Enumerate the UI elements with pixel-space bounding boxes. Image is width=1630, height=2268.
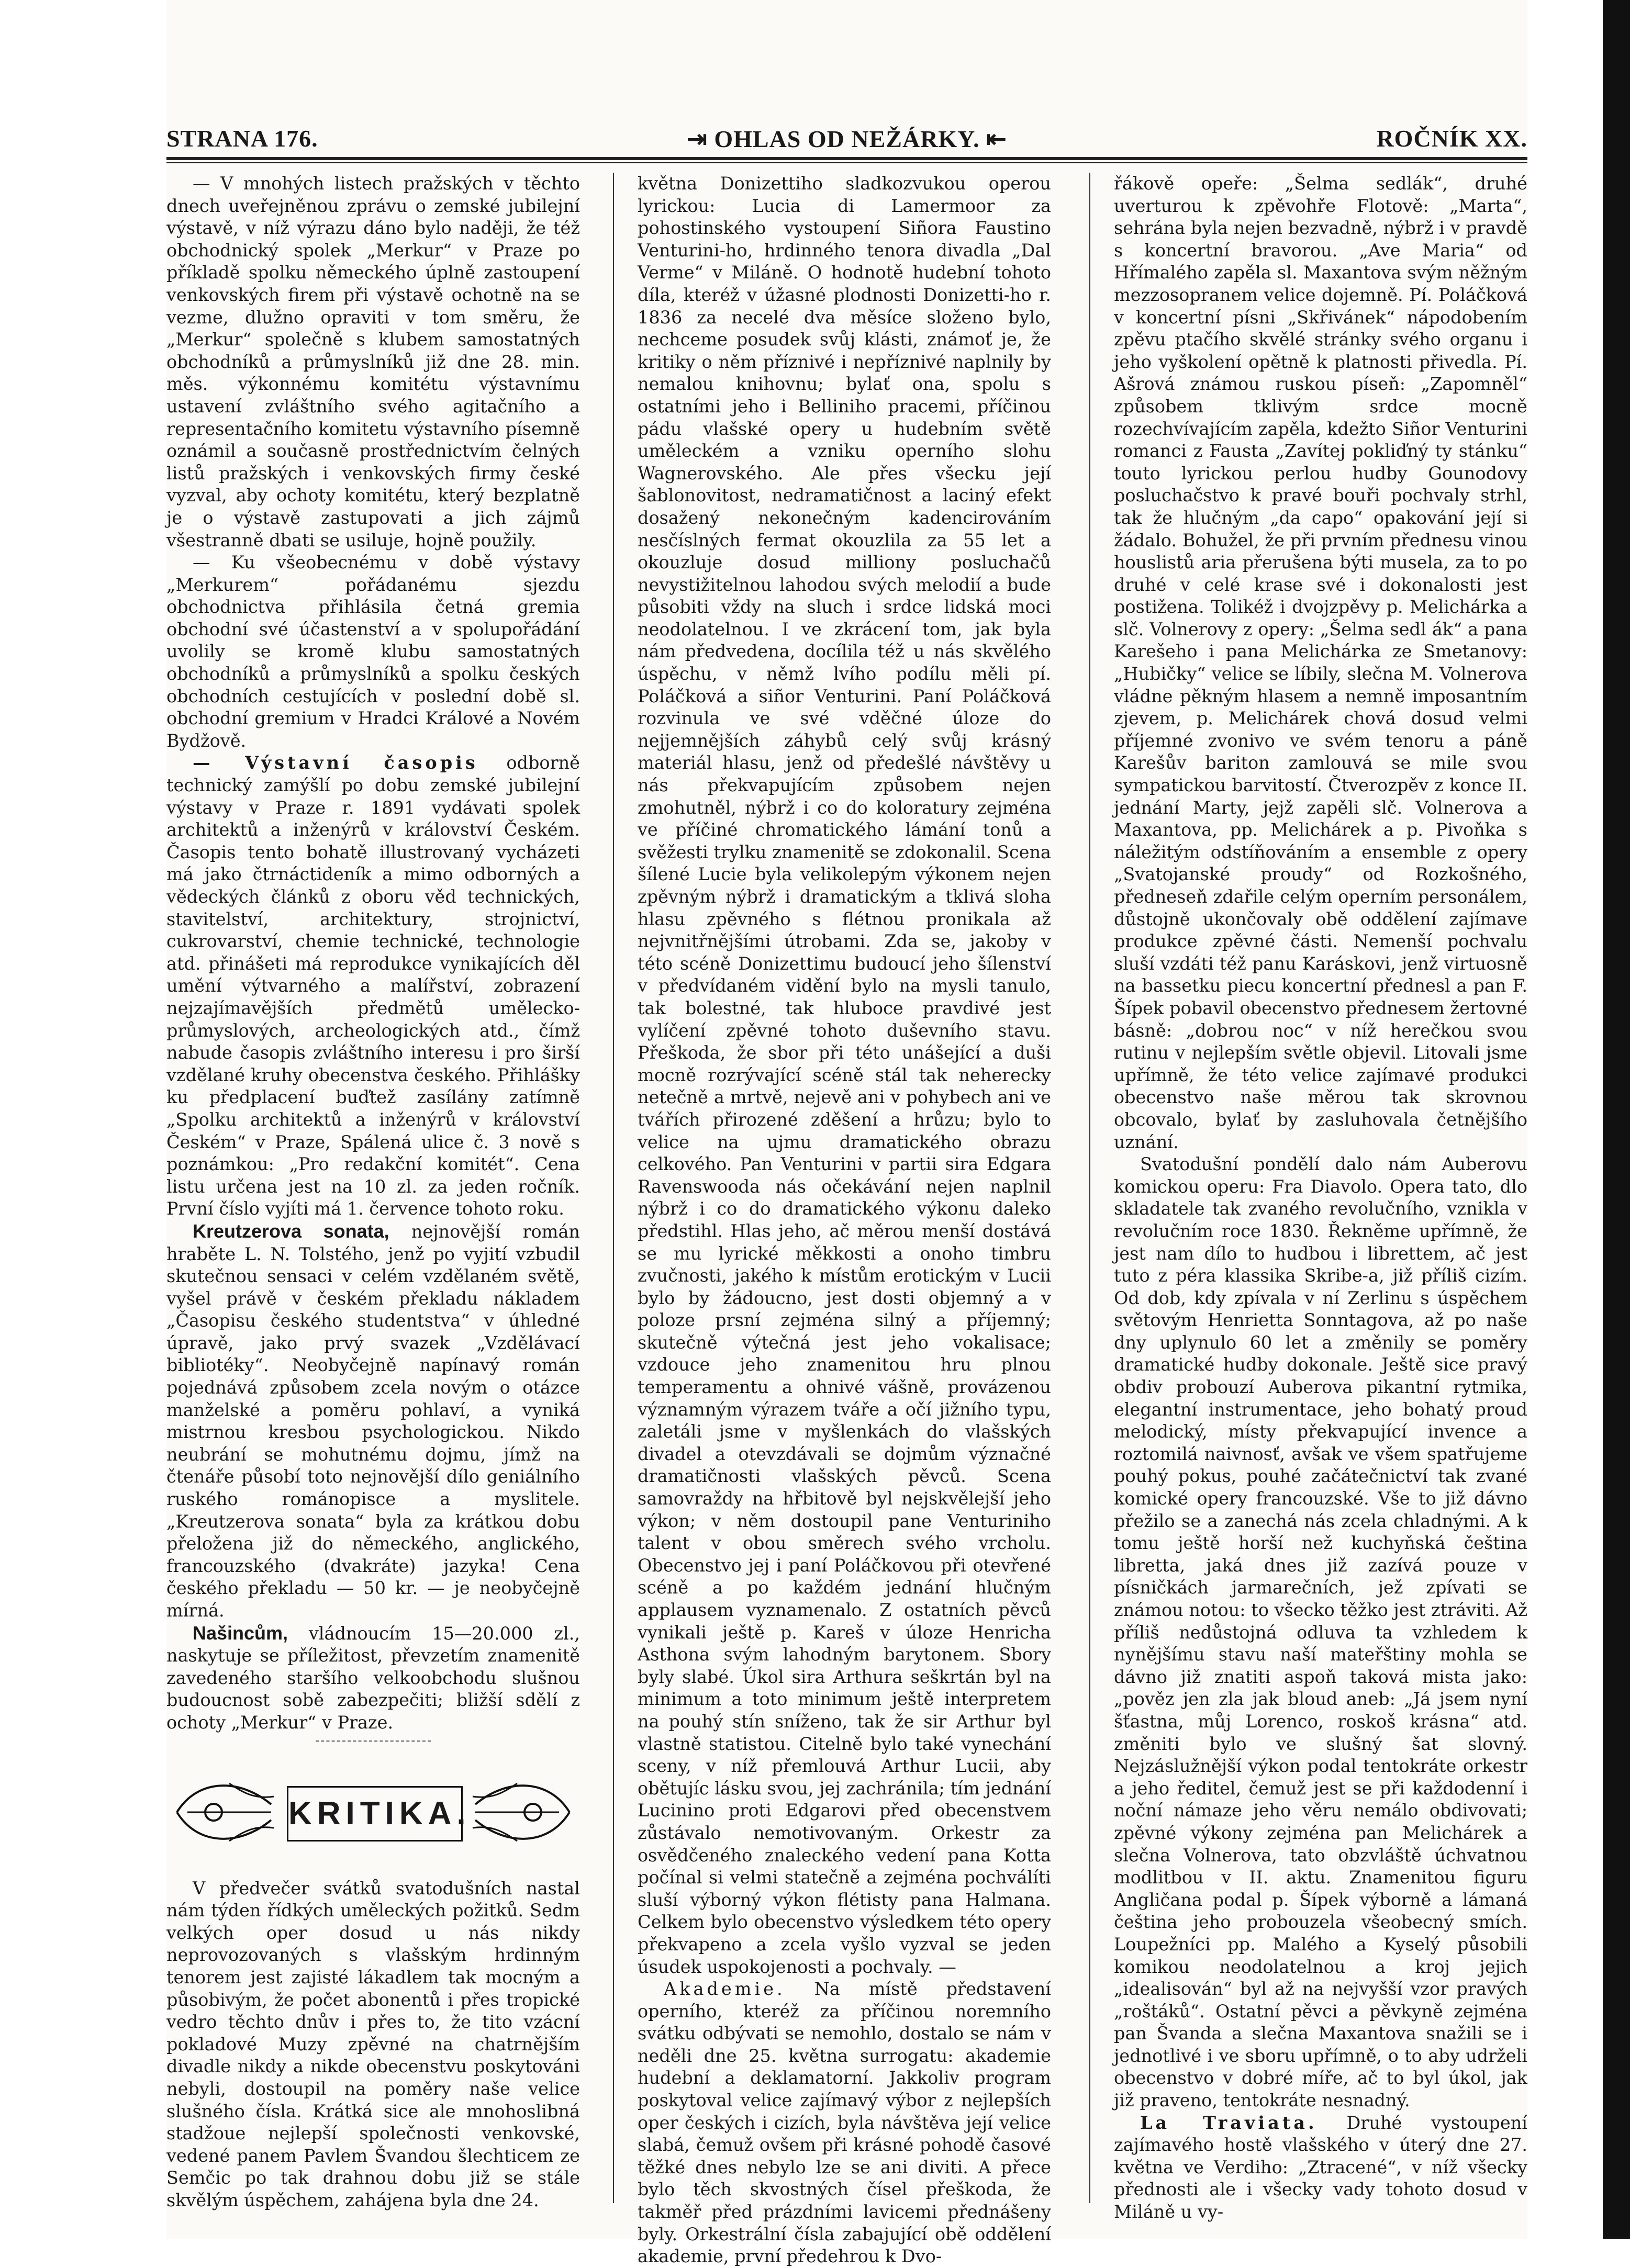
- header-rule: [166, 157, 1527, 163]
- article-body: Druhé vystoupení zajímavého hostě vlašského v úterý dne 27. května ve Verdiho: „Ztracené“, v níž všecky přednosti ale i všecky vady tohoto dosud v Miláně u vy-: [1114, 2112, 1527, 2222]
- article-opera-week: V předvečer svátků svatodušních nastal nám týden řídkých uměleckých požitků. Sedm velkých oper dosud u nás nikdy neprovozovaných s vlašským hrdinným tenorem jest zajisté lákadlem tak mocným a působivým, že počet abonentů i přes tropické vedro těchto dnův i přes to, že tito vzácní pokladové Muzy zpěvné na chatrnějším divadle nikdy a nikde obecenstvu poskytováni nebyli, dostoupil na poměry naše velice slušného čísla. Krátká sice ale mnohoslibná stadžoue nejlepší společnosti venkovské, vedené panem Pavlem Švandou šlechticem ze Semčic po tak drahnou dobu již se stále skvělým úspěchem, zahájena byla dne 24.: [166, 1878, 580, 2210]
- article-body: Na místě představení operního, kteréž za příčinou noremního svátku odbývati se nemohlo, dostalo se nám v neděli dne 25. května surrogatu: akademie hudební a deklamatorní. Jakkoliv program poskytoval velice zajímavý výbor z nejlepších oper českých i cizích, byla návštěva její velice slabá, čemuž ovšem při krásné pohodě časové těžké dnes nebylo lze se ani diviti. A přece bylo těch skvostných čísel přeškoda, že takměř před prázdními lavicemi přednášeny byly. Orkestrální čísla zabajující obě oddělení akademie, první předehrou k Dvo-: [638, 1979, 1051, 2267]
- article-lead: — Výstavní časopis: [193, 753, 478, 773]
- article-lead: Kreutzerova sonata,: [193, 1220, 389, 1242]
- page-number: STRANA 176.: [166, 125, 318, 152]
- article-akademie-cont: řákově opeře: „Šelma sedlák“, druhé uverturou k zpěvohře Flotově: „Marta“, sehrána byla nejen bezvadně, nýbrž i v pravdě s koncertní bravorou. „Ave Maria“ od Hřímalého zapěla sl. Maxantova svým něžným mezzosopranem velice dojemně. Pí. Poláčková v koncertní písni „Skřivánek“ nápodobením zpěvu ptačího skvělé stránky svého organu i jeho vyškolení opětně k platnosti přivedla. Pí. Ašrová známou ruskou píseň: „Zapomněl“ způsobem tklivým srdce mocně rozechvívajícím zapěla, kdežto Siñor Venturini romanci z Fausta „Zavítej pokliďný ty stánku“ touto lyrickou perlou hudby Gounodovy posluchačstvo k pravé bouři pochvaly strhl, tak že hlučným „da capo“ opakování její si žádalo. Bohužel, že při prvním přednesu vinou houslistů aria přerušena býti musela, za to po druhé v celé krase své i dokonalosti jest postižena. Tolikéž i dvojzpěvy p. Melichárka a slč. Volnerovy z opery: „Šelma sedl ák“ a pana Karešeho i pana Melichárka ze Smetanovy: „Hubičky“ velice se líbily, slečna M. Volnerova vládne pěkným hlasem a nemně imposantním zjevem, p. Melichárek chová dosud velmi příjemné zvonivo ve svém tenoru a páně Karešův bariton zamlouvá se mile svou sympatickou barvitostí. Čtverozpěv z konce II. jednání Marty, jejž zapěli slč. Volnerova a Maxantova, pp. Melichárek a p. Pivoňka s náležitým odstíňováním a ensemble z opery „Svatojanské proudy“ od Rozkošného, předneseň zdařile celým operním personálem, důstojně ukončovaly obě oddělení zajímave produkce zpěvné části. Nemenší pochvalu sluší vzdáti též panu Karáskovi, jenž virtuosně na bassetku piecu koncertní přednesl a pan F. Šípek pobavil obecenstvo přednesem žertovné básně: „dobrou noc“ v níž herečkou svou rutinu v nejlepším světle objevil. Litovali jsme upřímně, že této velice zajímavé produkci obecenstvo naše měrou tak skrovnou obcovalo, bylať by zasluhovala četnějšího uznání.: [1114, 173, 1527, 1152]
- article-lucia-review: května Donizettiho sladkozvukou operou lyrickou: Lucia di Lamermoor za pohostinského vystoupení Siñora Faustino Venturini-ho, hrdinného tenora divadla „Dal Verme“ v Miláně. O hodnotě hudební tohoto díla, kteréž v úžasné plodnosti Donizetti-ho r. 1836 za necelé dva měsíce složeno bylo, nechceme posudek svůj klásti, známoť je, že kritiky o něm příznivé i nepříznivé naplnily by nemalou knihovnu; bylať ona, spolu s ostatními jeho i Belliniho pracemi, příčinou pádu vlašské opery u hudebním světě uměleckém a vzniku operního slohu Wagnerovského. Ale přes všecku její šablonovitost, nedramatičnost a laciný efekt dosažený nekonečným kadencirováním nesčíslných fermat okouzlila za 55 let a okouzluje dosud milliony posluchačů nevystižitelnou lahodou svých melodií a bude působiti vždy na sluch i srdce lidská moci neodolatelnou. I ve zkrácení tom, jak byla nám předvedena, docílila též u nás skvělého úspěchu, v němž lvího podílu měli pí. Poláčková a siñor Venturini. Paní Poláčková rozvinula ve své vděčné úloze do nejjemnějších záhybů celý svůj krásný materiál hlasu, jenž od předešlé návštěvy u nás překvapujícím způsobem nejen zmohutněl, nýbrž i co do koloratury zejména ve příčiné chromatického lámání tonů a svěžesti trylku znamenitě se zdokonalil. Scena šílené Lucie byla velikolepým výkonem nejen zpěvným nýbrž i dramatickým a tklivá sloha hlasu zpěvného s flétnou pronikala až nejvnitřnějšími útrobami. Zda se, jakoby v této scéně Donizettimu budoucí jeho šílenství v předvídaném vidění bylo na mysli tanulo, tak bolestné, tak hluboce pravdivé jest vylíčení zpěvné tohoto duševního stavu. Přeškoda, že sbor při této unášející a duši mocně rozrývající scéně stál tak neherecky netečně a mrtvě, nejevě ani v pohybech ani ve tvářích přirozené zděšení a hrůzu; bylo to velice na ujmu dramatického obrazu celkového. Pan Venturini v partii sira Edgara Ravenswooda nás očekávání nejen naplnil nýbrž i co do dramatického výkonu daleko předstihl. Hlas jeho, ač měrou menší dostává se mu lyrické měkkosti a onoho timbru zvučnosti, jakého k místům erotickým v Lucii bylo by žádoucno, jest dosti objemný a v poloze prsní zejména silný a příjemný; skutečně výtečná jest jeho vokalisace; vzdouce jeho znamenitou hru plnou temperamentu a ohnivé vášně, provázenou významným výrazem tváře a očí jižního typu, zaletáli jsme v myšlenkách do vlašských divadel a otevzdávali se dojmům význačné dramatičnosti vlašských pěvců. Scena samovraždy na hřbitově byl nejskvělejší jeho výkon; v něm dostoupil pane Venturiniho talent v obou směrech svého vrcholu. Obecenstvo jej i paní Poláčkovou při otevřené scéně a po každém jednání hlučným applausem vyznamenalo. Z ostatních pěvců vynikali ještě p. Kareš v úloze Henricha Asthona svým lahodným barytonem. Sbory byly slabé. Úkol sira Arthura seškrtán byl na minimum a toto minimum ještě interpretem na pouhý stín sníženo, tak že sir Arthur byl vlastně statistou. Citelně bylo také vynechání sceny, v níž přemlouvá Arthur Lucii, aby obětujíc lásku svou, jej zachránila; tím jednání Lucinino proti Edgarovi před obecenstvem zůstávalo nemotivovaným. Orkestr za osvědčeného znaleckého vedení pana Kotta počínal si velmi statečně a zejména pochválíti sluší výborný výkon flétisty pana Halmana. Celkem bylo obecenstvo výsledkem této opery překvapeno a zcela vyšlo vyzval se jeden úsudek uspokojenosti a pochvaly. —: [638, 173, 1051, 1977]
- volume-number: ROČNÍK XX.: [1376, 125, 1527, 152]
- article-body: odborně technický zamýšlí po dobu zemské jubilejní výstavy v Praze r. 1891 vydávati spolek architektů a inženýrů v království Českém. Časopis tento bohatě illustrovaný vycházeti má jako čtrnáctideník a mimo odborných a vědeckých článků z oboru věd technických, stavitelství, architektury, strojnictví, cukrovarství, chemie technické, technologie atd. přinášeti má reprodukce vynikajících děl umění výtvarného a malířství, zobrazení nejzajímavějších předmětů umělecko-průmyslových, archeologických atd., čímž nabude časopis zvláštního interesu i pro širší vzdělané kruhy obecenstva českého. Přihlášky ku předplacení buďtež zasílány zatímně „Spolku architektů a inženýrů v království Českém“ v Praze, Spálená ulice č. 3 nově s poznámkou: „Pro redakční komitét“. Cena listu určena jest na 10 zl. za jeden ročník. První číslo vyjíti má 1. července tohoto roku.: [166, 753, 580, 1219]
- kritika-title: KRITIKA.: [287, 1786, 463, 1842]
- section-divider: [316, 1741, 431, 1742]
- article-body: vládnoucím 15—20.000 zl., naskytuje se příležitost, převzetím znamenitě zavedeného staršího velkoobchodu slušnou budoucnost sobě zabezpečiti; bližší sdělí z ochoty „Merkur“ v Praze.: [166, 1623, 580, 1733]
- scan-edge-bar: [1603, 0, 1630, 2239]
- article-kreutzer-sonata: [166, 1220, 580, 1622]
- article-body: nejnovější román hraběte L. N. Tolstého, jenž po vyjití vzbudil skutečnou sensaci v celém vzdělaném světě, vyšel právě v českém překladu nákladem „Časopisu českého studentstva“ v úhledné úpravě, jako prvý svazek „Vzdělávací bibliotéky“. Neobyčejně napínavý román pojednává způsobem zcela novým o otázce manželské a poměru pohlaví, a vyniká mistrnou kresbou psychologickou. Nikdo neubrání se mohutnému dojmu, jímž na čtenáře působí toto nejnovější dílo geniálního ruského románopisce a myslitele. „Kreutzerova sonata“ byla za krátkou dobu přeložena již do německého, anglického, francouzského (dvakráte) jazyka! Cena českého překladu — 50 kr. — je neobyčejně mírná.: [166, 1221, 580, 1621]
- article-la-traviata: [1114, 2112, 1527, 2224]
- masthead-title: ⇥ OHLAS OD NEŽÁRKY. ⇤: [687, 126, 1007, 152]
- article-nasincum: [166, 1622, 580, 1734]
- article-lead: Akademie.: [664, 1979, 786, 2000]
- article-merchants-congress: — Ku všeobecnému v době výstavy „Merkurem“ pořádanému sjezdu obchodnictva přihlásila četná gremia obchodní své účastenství a v spolupořádání uvolily se kromě klubu samostatných obchodníků a průmyslníků a spolku českých obchodních cestujících v poslední době sl. obchodní gremium v Hradci Králové a Novém Bydžově.: [166, 552, 580, 751]
- column-3: [1114, 173, 1527, 2222]
- article-merkur-exhibition: — V mnohých listech pražských v těchto dnech uveřejněnou zprávu o zemské jubilejní výstavě, v níž výrazu dáno bylo naději, že též obchodnický spolek „Merkur“ v Praze po příkladě spolku německého úplně zastoupení venkovských firem při výstavě ochotně na se vezme, dlužno opraviti v tom směru, že „Merkur“ společně s klubem samostatných obchodníků a průmyslníků již dne 28. min. měs. výkonnému komitétu výstavnímu ustavení zvláštního svého agitačního a representačního komitetu výstavního písemně oznámil a současně prostřednictvím čelných listů pražských i venkovských firmy české vyzval, aby ochoty komitétu, který bezplatně je o výstavě zastupovati a jich zájmů všestranně dbati se usiluje, hojně použily.: [166, 173, 580, 551]
- columns: [166, 173, 1527, 2267]
- page-header: [166, 119, 1527, 156]
- kritika-heading: [166, 1757, 580, 1867]
- column-1: [166, 173, 580, 2214]
- article-lead: La Traviata.: [1140, 2112, 1318, 2133]
- article-exhibition-journal: [166, 752, 580, 1220]
- article-fra-diavolo: Svatodušní pondělí dalo nám Auberovu komickou operu: Fra Diavolo. Opera tato, dlo skladatele tak zvaného revolučního, vznikla v revolučním roce 1830. Řekněme upřímně, že jest nam dílo to hudbou i librettem, ač jest tuto z péra klassika Skribe-a, již příliš cizím. Od dob, kdy zpívala v ní Zerlinu s úspěchem světovým Henrietta Sonntagova, až po naše dny uplynulo 60 let a změnily se poměry dramatické hudby dokonale. Ještě sice pravý obdiv probouzí Auberova pikantní rytmika, elegantní instrumentace, jeho bohatý proud melodický, místy překvapující invence a roztomilá naivnosť, avšak ve všem spatřujeme pouhý pokus, pouhé začátečnictví tak zvané komické opery francouzské. Vše to již dávno přežilo se a zanechá nás zcela chladnými. A k tomu ještě horší než kuchyňská čeština libretta, jaká dnes již zazívá pouze v písničkách jarmarečních, jež zpívati se známou notou: to všecko těžko jest ztráviti. Až příliš nedůstojná odluva ta vzhledem k nynějšímu stavu naší mateřštiny mohla se dávno již znatiti aspoň taková mista jako: „pověz jen zla jak bloud aneb: „Já jsem nyní šťastna, můj Lorenco, roskoš krásna“ atd. změniti bylo ve slušný šat slovný. Nejzáslužnější výkon podal tentokráte orkestr a jeho ředitel, čemuž jest se při každodenní i noční námaze jeho věru nemálo obdivovati; zpěvné výkony zejména pan Melichárek a slečna Volnerova, tato obzvláště úchvatnou modlitbou v II. aktu. Znamenitou figuru Angličana podal p. Šípek výborně a lámaná čeština jeho probouzela všeobecný smích. Loupežníci pp. Malého a Kyselý působili komikou neodolatelnou a kroj jejich „idealisován“ byl až na nejvyšší vzor pravých „roštáků“. Ostatní pěvci a pěvkyně zejména pan Švanda a slečna Maxantova snažili se i jednotlivé i ve sboru upřímně, o to aby udrželi obecenstvo v dobré míře, ač to byl úkol, jak již praveno, tentokráte nesnadný.: [1114, 1154, 1527, 2111]
- article-akademie: [638, 1978, 1051, 2268]
- newspaper-page: [166, 0, 1527, 2267]
- column-2: [638, 173, 1051, 2267]
- article-lead: Našincům,: [193, 1622, 288, 1644]
